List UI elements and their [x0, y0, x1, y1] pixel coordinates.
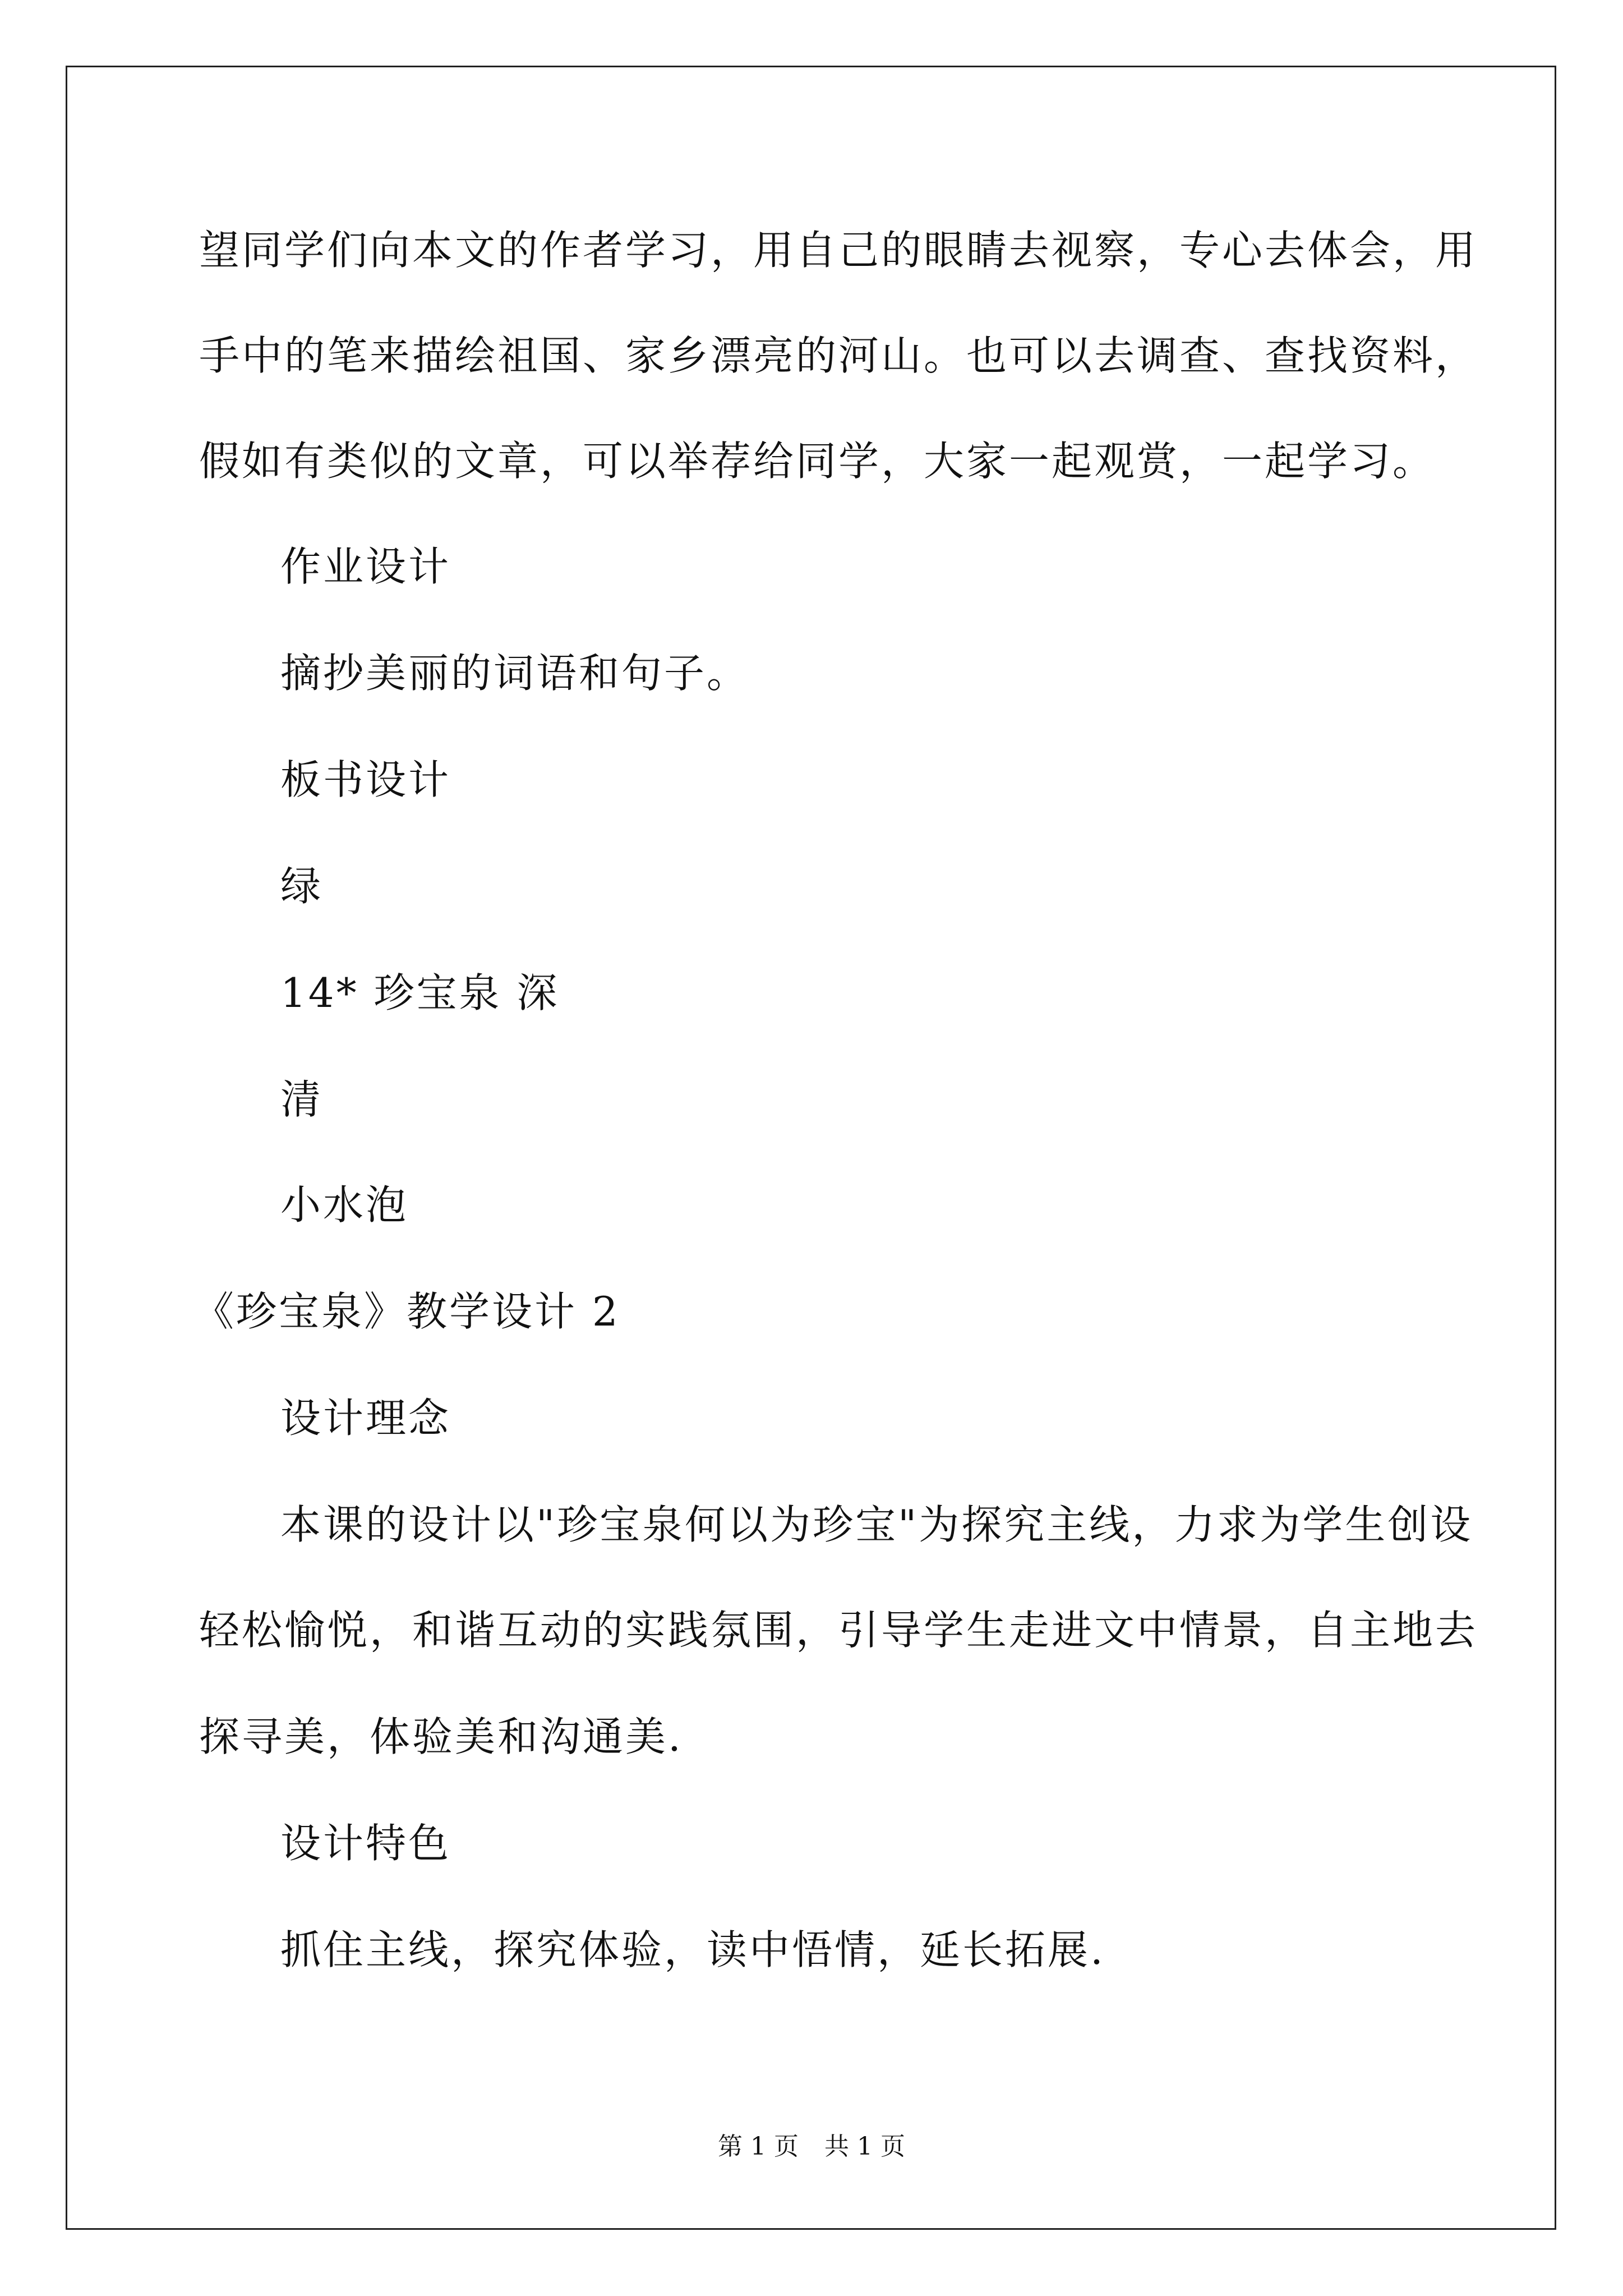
blackboard-line-4: 小水泡 — [280, 1181, 409, 1228]
concept-line-3: 探寻美，体验美和沟通美. — [199, 1713, 683, 1760]
concept-line-2: 轻松愉悦，和谐互动的实践氛围，引导学生走进文中情景，自主地去 — [199, 1607, 1478, 1654]
feature-text: 抓住主线，探究体验，读中悟情，延长拓展. — [280, 1926, 1105, 1973]
page-border — [66, 66, 1556, 2230]
page-number-total: 共 1 页 — [824, 2132, 905, 2161]
page-number-current: 第 1 页 — [718, 2132, 799, 2161]
concept-heading: 设计理念 — [280, 1395, 451, 1442]
page-footer — [0, 2134, 1623, 2159]
body-text-line-2: 手中的笔来描绘祖国、家乡漂亮的河山。也可以去调查、查找资料， — [199, 332, 1478, 379]
section-title: 《珍宝泉》教学设计 2 — [193, 1288, 620, 1335]
homework-text: 摘抄美丽的词语和句子。 — [280, 650, 750, 697]
blackboard-line-3: 清 — [280, 1076, 324, 1123]
blackboard-line-2: 14* 珍宝泉 深 — [280, 969, 560, 1016]
body-text-line-1: 望同学们向本文的作者学习，用自己的眼睛去视察，专心去体会，用 — [199, 227, 1478, 274]
concept-line-1: 本课的设计以"珍宝泉何以为珍宝"为探究主线，力求为学生创设 — [280, 1501, 1473, 1548]
body-text-line-3: 假如有类似的文章，可以举荐给同学，大家一起观赏，一起学习。 — [199, 438, 1436, 485]
feature-heading: 设计特色 — [280, 1820, 451, 1867]
blackboard-line-1: 绿 — [280, 863, 324, 910]
blackboard-heading: 板书设计 — [280, 756, 451, 803]
homework-heading: 作业设计 — [280, 543, 451, 590]
